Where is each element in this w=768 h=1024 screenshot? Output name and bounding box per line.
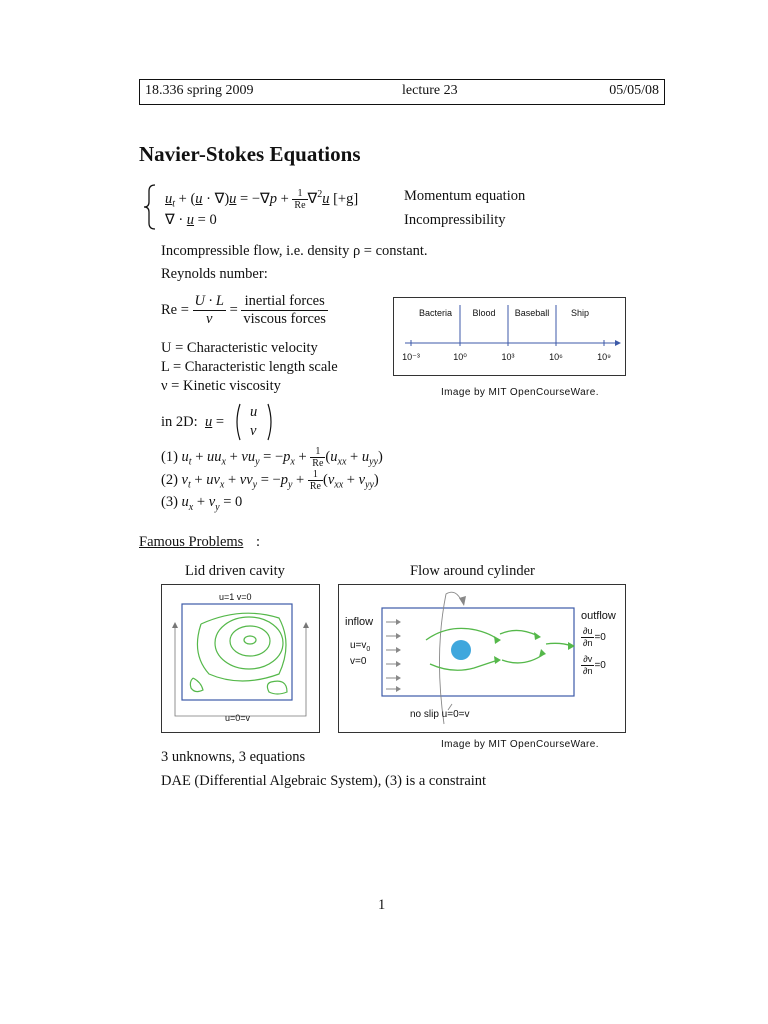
momentum-label: Momentum equation — [404, 188, 526, 204]
figure-credit: Image by MIT OpenCourseWare. — [441, 739, 599, 750]
equation-1: (1) $u_t + uu_x + vu_y = -p_x$ + $\frac{1}{Re}$ $(u_{xx} + u_{yy})$ — [161, 446, 383, 469]
header-course: 18.336 spring 2009 — [145, 83, 254, 98]
reynolds-line: Reynolds number: — [161, 266, 268, 282]
inertial-forces: inertial forces — [241, 293, 328, 311]
scale-category-baseball: Baseball — [514, 308, 550, 318]
cylinder-title: Flow around cylinder — [410, 563, 535, 579]
optional-gravity: [+g] — [333, 190, 359, 207]
famous-heading: Famous Problems — [139, 534, 244, 550]
scale-tick-label: 10³ — [501, 352, 515, 362]
header-lecture: lecture 23 — [402, 83, 458, 98]
cylinder-figure — [338, 584, 626, 733]
cavity-figure — [161, 584, 320, 733]
nu-definition: ν = Kinetic viscosity — [161, 378, 281, 394]
in2d-u: u = — [205, 414, 225, 430]
scale-credit: Image by MIT OpenCourseWare. — [441, 387, 599, 398]
incompress-label: Incompressibility — [404, 212, 506, 228]
outflow-label: outflow — [581, 610, 616, 622]
reynolds-scale-chart — [393, 297, 626, 376]
incompress-equation: ∇ · u = 0 — [165, 212, 217, 228]
page-number: 1 — [378, 897, 386, 913]
du-dn-label: $\frac{\partial u}{\partial n}$ =0 — [583, 626, 606, 648]
cavity-bottom-label: u=0=v — [225, 713, 251, 723]
inflow-label: inflow — [345, 616, 374, 628]
scale-category-bacteria: Bacteria — [418, 308, 453, 318]
dv-dn-label: $\frac{\partial v}{\partial n}$ =0 — [583, 654, 606, 676]
re-numerator: U · L — [194, 293, 224, 309]
incompressible-line: Incompressible flow, i.e. density ρ = constant. — [161, 243, 428, 259]
u-definition: U = Characteristic velocity — [161, 340, 318, 356]
uv-vector: u v — [232, 402, 276, 442]
famous-colon: : — [256, 534, 261, 550]
scale-category-ship: Ship — [570, 308, 590, 318]
scale-tick-label: 10⁶ — [549, 352, 563, 362]
reynolds-formula: Re = $\frac{U \cdot L}{\nu}$ = $\frac{\text{inertial forces}}{\text{viscous forces}}$ — [161, 293, 326, 327]
re-denominator: ν — [206, 311, 213, 327]
system-brace — [143, 183, 157, 231]
in2d-label: in 2D: — [161, 414, 198, 430]
cavity-top-label: u=1 v=0 — [219, 592, 252, 602]
dae-line: DAE (Differential Algebraic System), (3) is a constraint — [161, 773, 487, 789]
scale-tick-label: 10⁰ — [453, 352, 467, 362]
page-title: Navier-Stokes Equations — [139, 142, 361, 166]
header-date: 05/05/08 — [609, 83, 659, 98]
equation-2: (2) $v_t + uv_x + vv_y = -p_y$ + $\frac{1}{Re}$ $(v_{xx} + v_{yy})$ — [161, 469, 379, 492]
unknowns-line: 3 unknowns, 3 equations — [161, 749, 306, 765]
scale-tick-label: 10⁹ — [597, 352, 611, 362]
scale-category-blood: Blood — [472, 308, 496, 318]
cavity-title: Lid driven cavity — [185, 563, 285, 579]
no-slip-label: no slip u=0=v — [410, 709, 470, 720]
v0-label: v=0 — [350, 656, 367, 667]
u-v0-label: $u=v_0$ — [350, 640, 371, 653]
l-definition: L = Characteristic length scale — [161, 359, 338, 375]
viscous-forces: viscous forces — [243, 311, 326, 327]
page-header — [139, 79, 665, 105]
momentum-equation: $u_t + (u \cdot \nabla)u = -\nabla p$ + $\frac{1}{Re}$ ∇$^2$u [+g] — [165, 188, 359, 211]
scale-tick-label: 10⁻³ — [402, 352, 420, 362]
equation-3: (3) $u_x + v_y = 0$ — [161, 494, 243, 513]
